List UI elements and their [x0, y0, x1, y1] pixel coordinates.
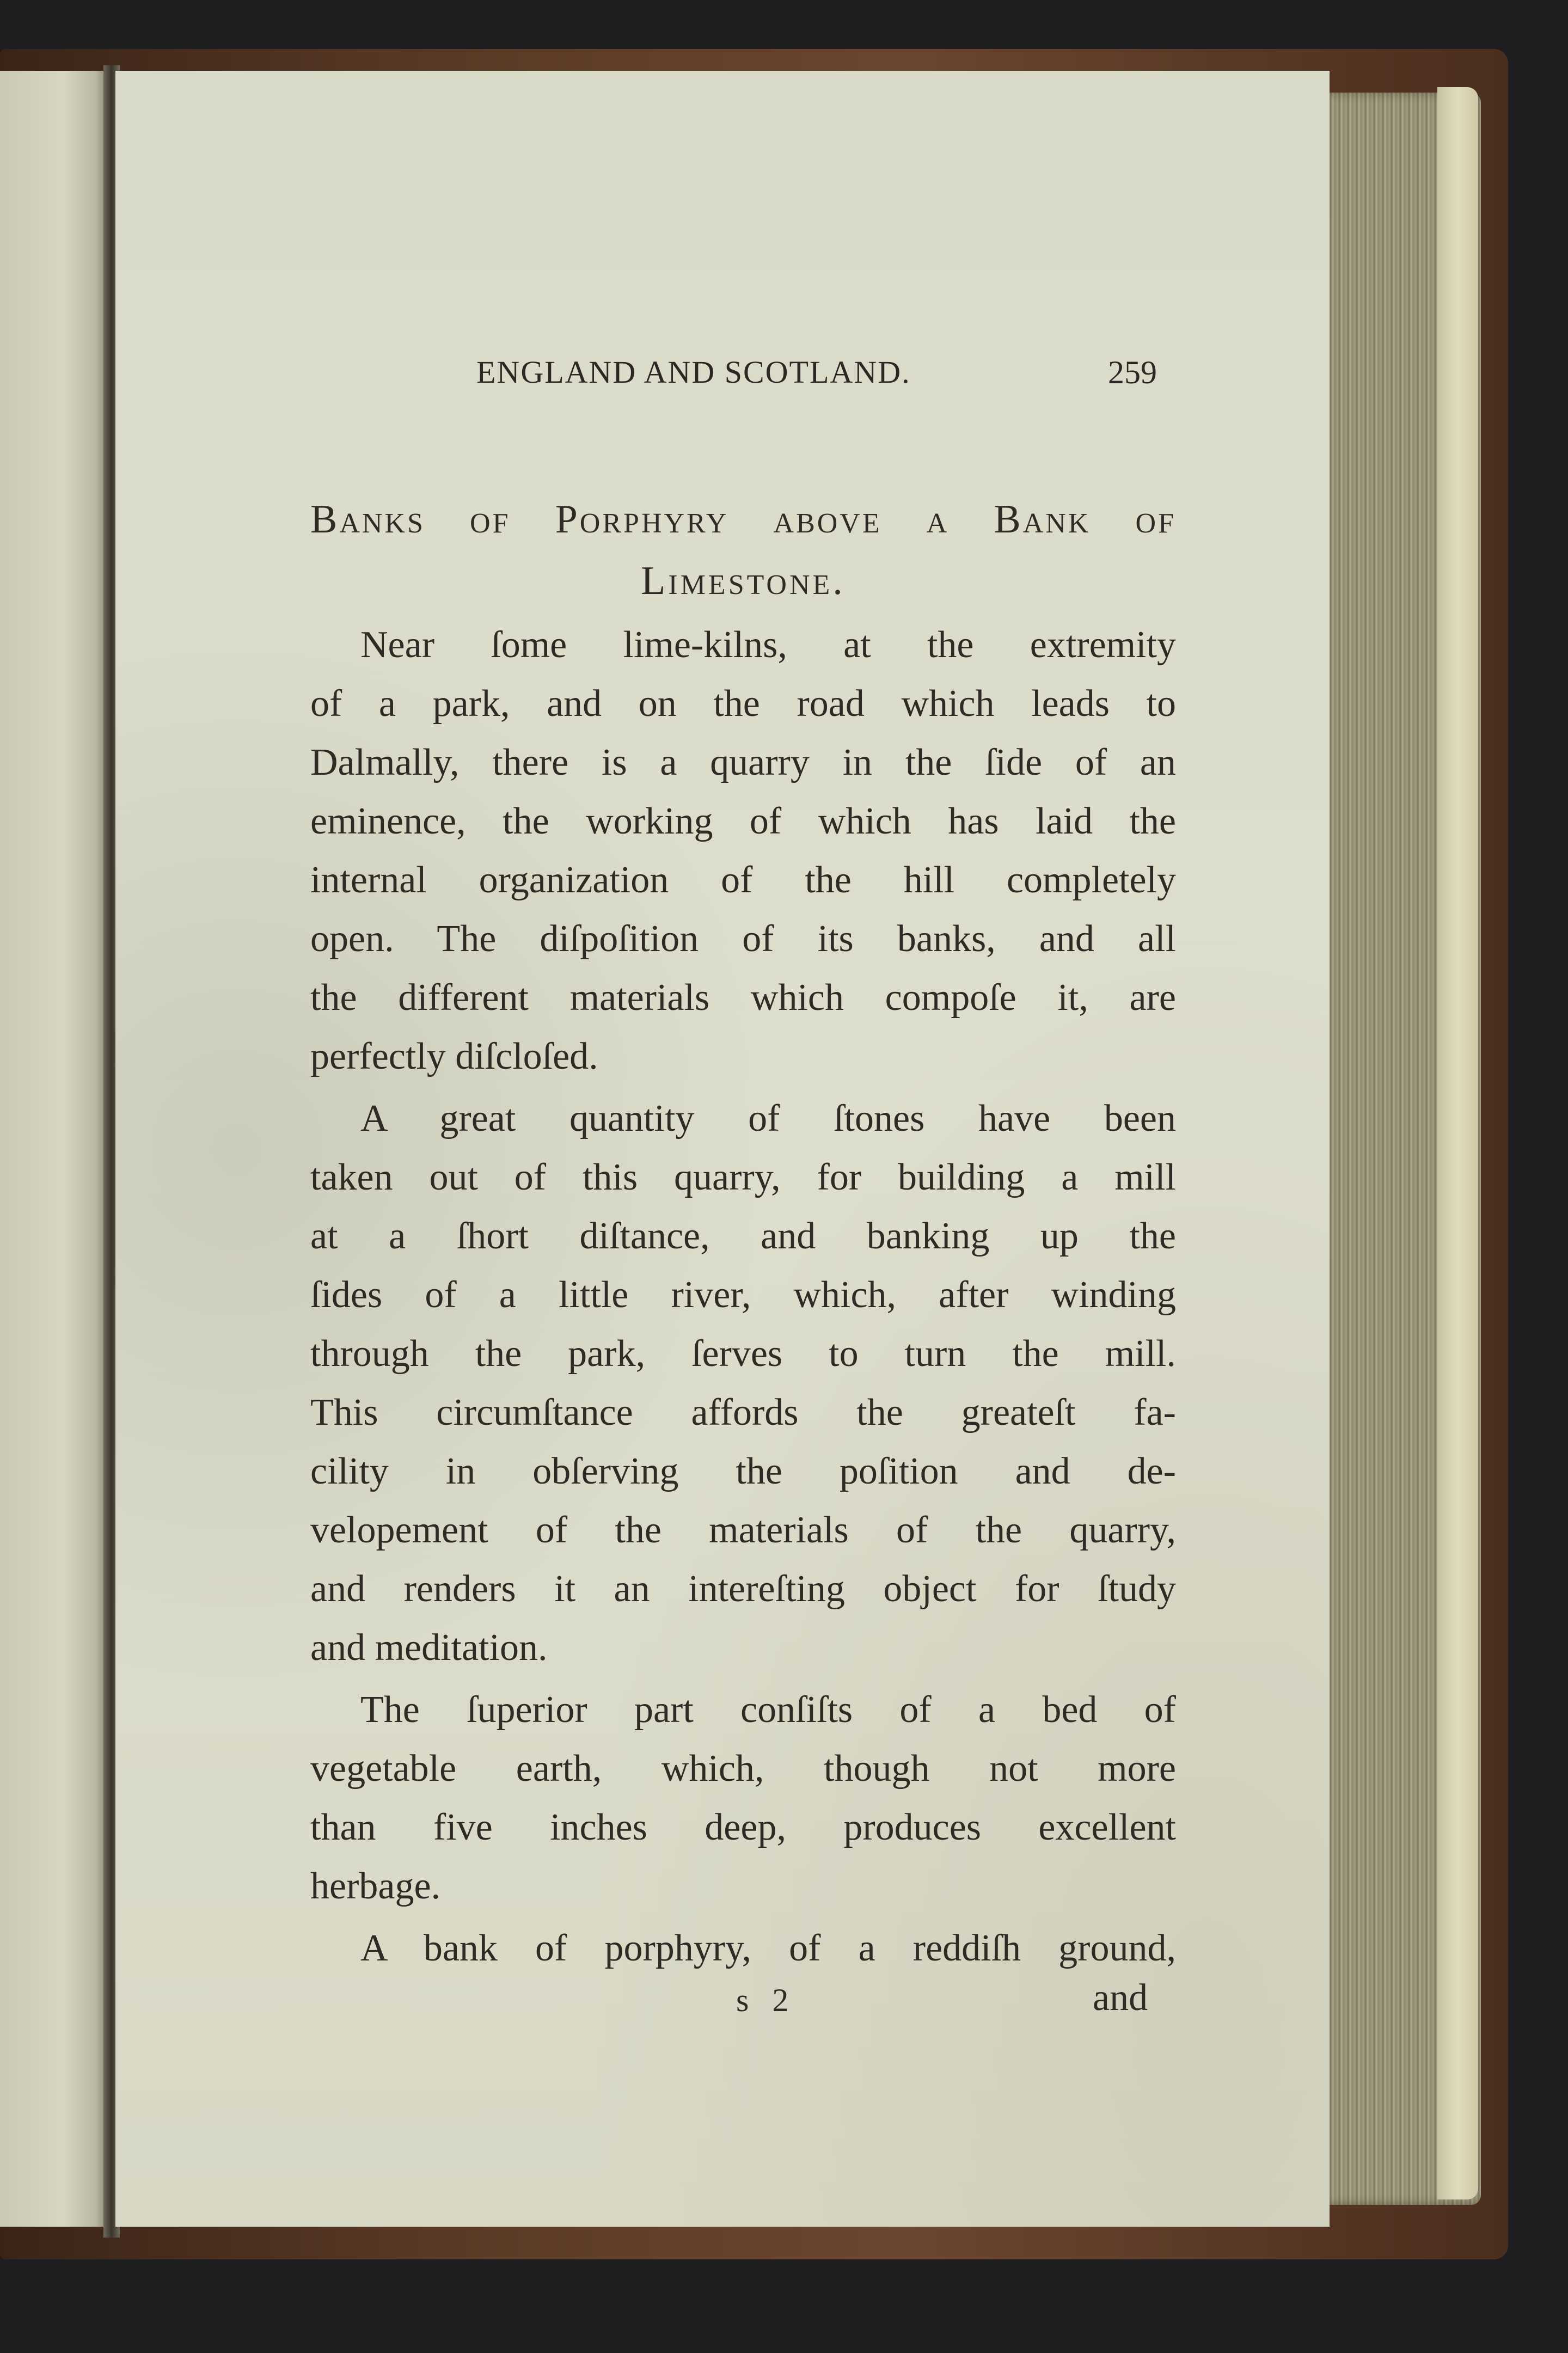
section-heading-line-2: Limestone. [641, 559, 846, 603]
text-line: This circumſtance affords the greateſt fa- [310, 1392, 1176, 1433]
catchword: and [1093, 1977, 1148, 2019]
page-number: 259 [1108, 354, 1157, 390]
signature-mark: s 2 [736, 1982, 797, 2018]
text-line: A great quantity of ſtones have been [360, 1098, 1176, 1139]
text-line: vegetable earth, which, though not more [310, 1748, 1176, 1790]
book-page [115, 71, 1330, 2227]
text-line: through the park, ſerves to turn the mill. [310, 1333, 1176, 1375]
text-line: taken out of this quarry, for building a mill [310, 1156, 1176, 1198]
text-line: of a park, and on the road which leads to [310, 683, 1176, 725]
text-line: cility in obſerving the poſition and de- [310, 1450, 1176, 1492]
text-line: and renders it an intereſting object for ſtudy [310, 1568, 1176, 1610]
text-line: at a ſhort diſtance, and banking up the [310, 1215, 1176, 1257]
text-line: the different materials which compoſe it, are [310, 977, 1176, 1019]
text-line: internal organization of the hill completely [310, 859, 1176, 901]
text-line: A bank of porphyry, of a reddiſh ground, [360, 1927, 1176, 1969]
text-line: perfectly diſcloſed. [310, 1035, 598, 1077]
text-line: eminence, the working of which has laid the [310, 800, 1176, 842]
text-line: Dalmally, there is a quarry in the ſide of an [310, 742, 1176, 783]
section-heading-line-1: Banks of Porphyry above a Bank of [310, 497, 1176, 542]
running-title: ENGLAND AND SCOTLAND. [476, 354, 911, 390]
text-line: and meditation. [310, 1627, 548, 1669]
text-line: Near ſome lime-kilns, at the extremity [360, 624, 1176, 666]
page-edges-fore [1437, 87, 1478, 2199]
text-line: than five inches deep, produces excellent [310, 1806, 1176, 1848]
facing-page-edge [0, 71, 106, 2227]
text-line: herbage. [310, 1865, 441, 1907]
text-line: ſides of a little river, which, after winding [310, 1274, 1176, 1316]
text-line: open. The diſpoſition of its banks, and all [310, 918, 1176, 960]
text-line: velopement of the materials of the quarry, [310, 1509, 1176, 1551]
text-line: The ſuperior part conſiſts of a bed of [360, 1689, 1176, 1731]
